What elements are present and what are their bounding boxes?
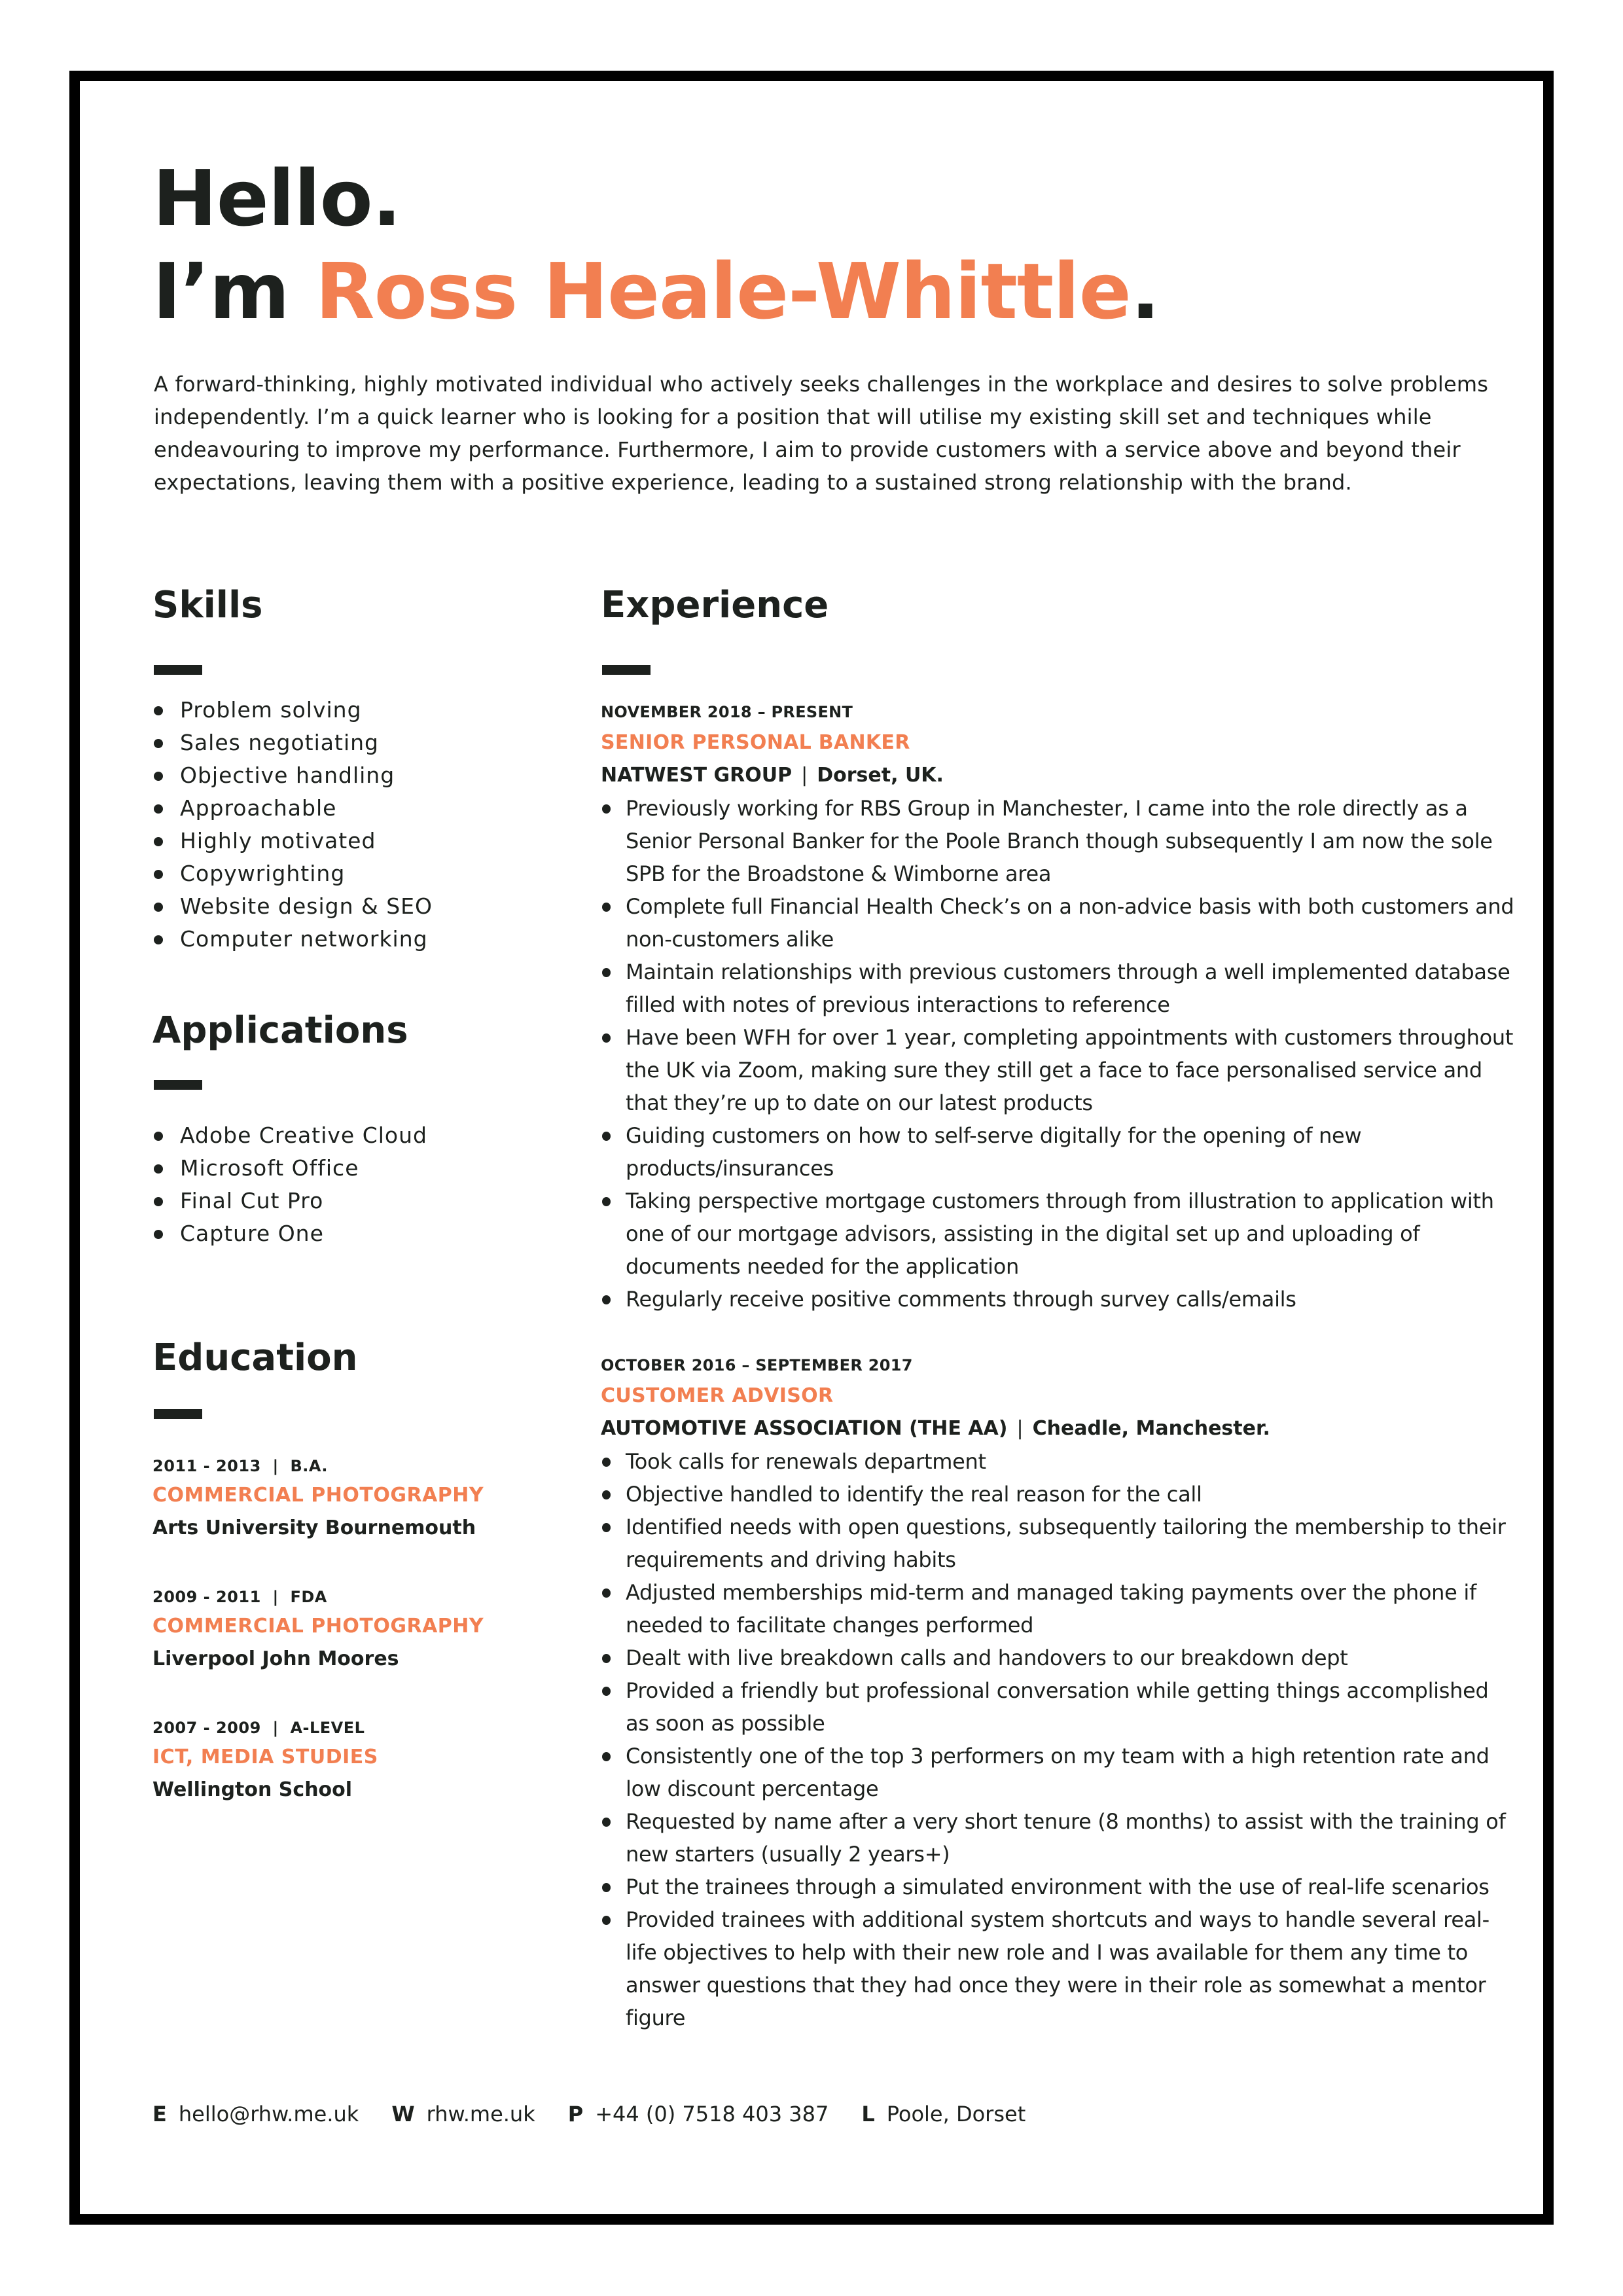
bullet-icon	[602, 1687, 611, 1696]
education-subject: ICT, MEDIA STUDIES	[152, 1746, 378, 1768]
job-bullet-text: Regularly receive positive comments through survey calls/emails	[626, 1287, 1296, 1312]
job-bullet	[601, 1445, 1517, 1478]
job-bullet	[601, 1641, 1517, 1674]
bullet-icon	[602, 1458, 611, 1467]
hero-greeting: Hello.	[152, 153, 401, 243]
job-bullet	[601, 1511, 1517, 1576]
job-dates: OCTOBER 2016 – SEPTEMBER 2017	[601, 1356, 913, 1374]
list-item	[152, 694, 433, 726]
bullet-icon	[602, 1654, 611, 1663]
bullet-icon	[154, 935, 163, 944]
list-item	[152, 1217, 427, 1250]
job-bullet-text: Put the trainees through a simulated environment with the use of real-life scenarios	[626, 1874, 1489, 1899]
job-entry	[601, 1351, 1517, 2034]
job-bullet-text: Provided trainees with additional system shortcuts and ways to handle several real-life objectives to help with their new role and I was available for them any time to answer questions that they had once they were in their role as somewhat a mentor figure	[626, 1907, 1489, 2030]
list-item-label: Highly motivated	[180, 828, 376, 853]
contact-value[interactable]: rhw.me.uk	[426, 2102, 535, 2126]
contact-value[interactable]: hello@rhw.me.uk	[178, 2102, 359, 2126]
job-bullet	[601, 1674, 1517, 1740]
job-bullet	[601, 1283, 1517, 1316]
education-entry	[152, 1584, 571, 1676]
bullet-icon	[154, 870, 163, 879]
contact-footer	[152, 2098, 1058, 2130]
job-company-line	[601, 1412, 1517, 1445]
contact-e	[152, 2098, 359, 2130]
bullet-icon	[154, 837, 163, 846]
list-item-label: Problem solving	[180, 697, 362, 723]
education-school: Arts University Bournemouth	[152, 1516, 476, 1539]
intro-paragraph: A forward-thinking, highly motivated individual who actively seeks challenges in the workplace and desires to solve problems independently. I’m a quick learner who is looking for a position that will utilise my existing skill set and techniques while endeavouring to improve my performance. Furthermore, I aim to provide customers with a service above and beyond their expectations, leaving them with a positive experience, leading to a sustained strong relationship with the brand.	[154, 372, 1489, 495]
bullet-icon	[154, 772, 163, 781]
hero-suffix: .	[1130, 246, 1160, 336]
separator: |	[1016, 1417, 1024, 1440]
bullet-icon	[154, 903, 163, 912]
list-item	[152, 1185, 427, 1217]
job-bullet	[601, 1740, 1517, 1805]
education-award: B.A.	[290, 1457, 328, 1475]
job-title: SENIOR PERSONAL BANKER	[601, 731, 910, 754]
job-bullet	[601, 1576, 1517, 1641]
hero-intro-prefix: I’m	[152, 246, 315, 336]
separator: |	[260, 1719, 291, 1737]
job-location: Dorset, UK.	[817, 764, 944, 787]
education-school: Wellington School	[152, 1778, 353, 1801]
job-bullet-text: Guiding customers on how to self-serve digitally for the opening of new products/insurances	[626, 1123, 1362, 1181]
job-entry	[601, 698, 1517, 1316]
bullet-icon	[154, 1164, 163, 1174]
job-bullet	[601, 1903, 1517, 2034]
job-dates: NOVEMBER 2018 – PRESENT	[601, 703, 853, 721]
list-item-label: Computer networking	[180, 926, 428, 952]
education-divider	[154, 1409, 202, 1419]
job-bullet-text: Dealt with live breakdown calls and handovers to our breakdown dept	[626, 1645, 1348, 1670]
job-company-line	[601, 759, 1517, 792]
contact-l	[861, 2098, 1026, 2130]
list-item	[152, 1152, 427, 1185]
hero-heading	[152, 152, 1160, 338]
separator: |	[260, 1457, 291, 1475]
bullet-icon	[154, 706, 163, 715]
education-subject: COMMERCIAL PHOTOGRAPHY	[152, 1484, 484, 1507]
job-bullet	[601, 890, 1517, 956]
education-entry	[152, 1453, 571, 1545]
job-bullet-text: Took calls for renewals department	[626, 1449, 986, 1474]
list-item-label: Sales negotiating	[180, 730, 379, 755]
applications-title: Applications	[152, 1009, 408, 1052]
applications-divider	[154, 1080, 202, 1090]
job-bullet	[601, 1805, 1517, 1871]
job-bullet-text: Previously working for RBS Group in Manchester, I came into the role directly as a Senior Personal Banker for the Poole Branch though subsequently I am now the sole SPB for the Broadstone & Wimborne area	[626, 796, 1493, 886]
job-company: AUTOMOTIVE ASSOCIATION (THE AA)	[601, 1417, 1008, 1440]
list-item-label: Website design & SEO	[180, 893, 433, 919]
education-years: 2009 - 2011	[152, 1588, 261, 1606]
job-bullet	[601, 1119, 1517, 1185]
education-meta	[152, 1453, 571, 1479]
list-item-label: Approachable	[180, 795, 337, 821]
bullet-icon	[602, 1883, 611, 1892]
job-bullet-text: Provided a friendly but professional conversation while getting things accomplished as soon as possible	[626, 1678, 1489, 1736]
list-item	[152, 890, 433, 923]
list-item-label: Objective handling	[180, 762, 395, 788]
list-item	[152, 759, 433, 792]
bullet-icon	[602, 968, 611, 977]
job-bullet	[601, 956, 1517, 1021]
list-item-label: Microsoft Office	[180, 1155, 359, 1181]
separator: |	[801, 764, 808, 787]
job-bullet	[601, 1021, 1517, 1119]
bullet-icon	[602, 1490, 611, 1499]
bullet-icon	[154, 1230, 163, 1239]
bullet-icon	[602, 1295, 611, 1304]
job-bullet-text: Identified needs with open questions, subsequently tailoring the membership to their requirements and driving habits	[626, 1515, 1506, 1572]
job-bullet-text: Requested by name after a very short tenure (8 months) to assist with the training of new starters (usually 2 years+)	[626, 1809, 1506, 1867]
job-bullet-list	[601, 1445, 1517, 2034]
list-item	[152, 923, 433, 956]
bullet-icon	[602, 903, 611, 912]
bullet-icon	[154, 804, 163, 814]
experience-title: Experience	[601, 584, 829, 626]
education-years: 2011 - 2013	[152, 1457, 261, 1475]
bullet-icon	[602, 1197, 611, 1206]
bullet-icon	[602, 1916, 611, 1925]
bullet-icon	[154, 1132, 163, 1141]
list-item	[152, 726, 433, 759]
applications-list	[152, 1119, 427, 1250]
contact-w	[391, 2098, 535, 2130]
job-title: CUSTOMER ADVISOR	[601, 1384, 834, 1407]
education-title: Education	[152, 1336, 358, 1379]
list-item-label: Adobe Creative Cloud	[180, 1122, 427, 1148]
separator: |	[260, 1588, 291, 1606]
job-bullet-text: Maintain relationships with previous customers through a well implemented database filled with notes of previous interactions to reference	[626, 960, 1510, 1017]
list-item	[152, 792, 433, 825]
job-bullet	[601, 1185, 1517, 1283]
job-location: Cheadle, Manchester.	[1032, 1417, 1270, 1440]
education-meta	[152, 1715, 571, 1741]
bullet-icon	[602, 1523, 611, 1532]
list-item-label: Capture One	[180, 1221, 324, 1246]
job-bullet	[601, 1871, 1517, 1903]
job-bullet-text: Complete full Financial Health Check’s on a non-advice basis with both customers and non-customers alike	[626, 894, 1514, 952]
job-bullet	[601, 1478, 1517, 1511]
hero-name: Ross Heale-Whittle	[315, 246, 1131, 336]
contact-key: L	[861, 2102, 875, 2126]
education-award: A-LEVEL	[290, 1719, 365, 1737]
skills-list	[152, 694, 433, 956]
job-bullet-text: Taking perspective mortgage customers through from illustration to application with one of our mortgage advisors, assisting in the digital set up and uploading of documents needed for the application	[626, 1189, 1494, 1279]
bullet-icon	[602, 1588, 611, 1598]
list-item-label: Copywrighting	[180, 861, 346, 886]
contact-key: E	[152, 2102, 167, 2126]
list-item	[152, 825, 433, 857]
job-bullet-text: Consistently one of the top 3 performers on my team with a high retention rate and low discount percentage	[626, 1744, 1489, 1801]
education-entry	[152, 1715, 571, 1806]
education-years: 2007 - 2009	[152, 1719, 261, 1737]
list-item	[152, 1119, 427, 1152]
list-item	[152, 857, 433, 890]
bullet-icon	[602, 1752, 611, 1761]
job-company: NATWEST GROUP	[601, 764, 793, 787]
education-award: FDA	[290, 1588, 327, 1606]
job-bullet-text: Have been WFH for over 1 year, completing appointments with customers throughout the UK via Zoom, making sure they still get a face to face personalised service and that they’re up to date on our latest products	[626, 1025, 1514, 1115]
contact-p	[568, 2098, 829, 2130]
contact-key: W	[391, 2102, 415, 2126]
job-bullet-text: Adjusted memberships mid-term and managed taking payments over the phone if needed to facilitate changes performed	[626, 1580, 1476, 1638]
education-school: Liverpool John Moores	[152, 1647, 399, 1670]
skills-title: Skills	[152, 584, 263, 626]
contact-key: P	[567, 2102, 584, 2126]
job-bullet	[601, 792, 1517, 890]
list-item-label: Final Cut Pro	[180, 1188, 324, 1213]
job-bullet-text: Objective handled to identify the real reason for the call	[626, 1482, 1202, 1507]
bullet-icon	[602, 1132, 611, 1141]
job-bullet-list	[601, 792, 1517, 1316]
contact-value[interactable]: Poole, Dorset	[886, 2102, 1026, 2126]
bullet-icon	[602, 804, 611, 814]
bullet-icon	[602, 1818, 611, 1827]
education-meta	[152, 1584, 571, 1610]
bullet-icon	[154, 1197, 163, 1206]
skills-divider	[154, 665, 202, 675]
bullet-icon	[602, 1033, 611, 1043]
education-subject: COMMERCIAL PHOTOGRAPHY	[152, 1615, 484, 1638]
bullet-icon	[154, 739, 163, 748]
contact-value[interactable]: +44 (0) 7518 403 387	[595, 2102, 829, 2126]
experience-divider	[602, 665, 651, 675]
